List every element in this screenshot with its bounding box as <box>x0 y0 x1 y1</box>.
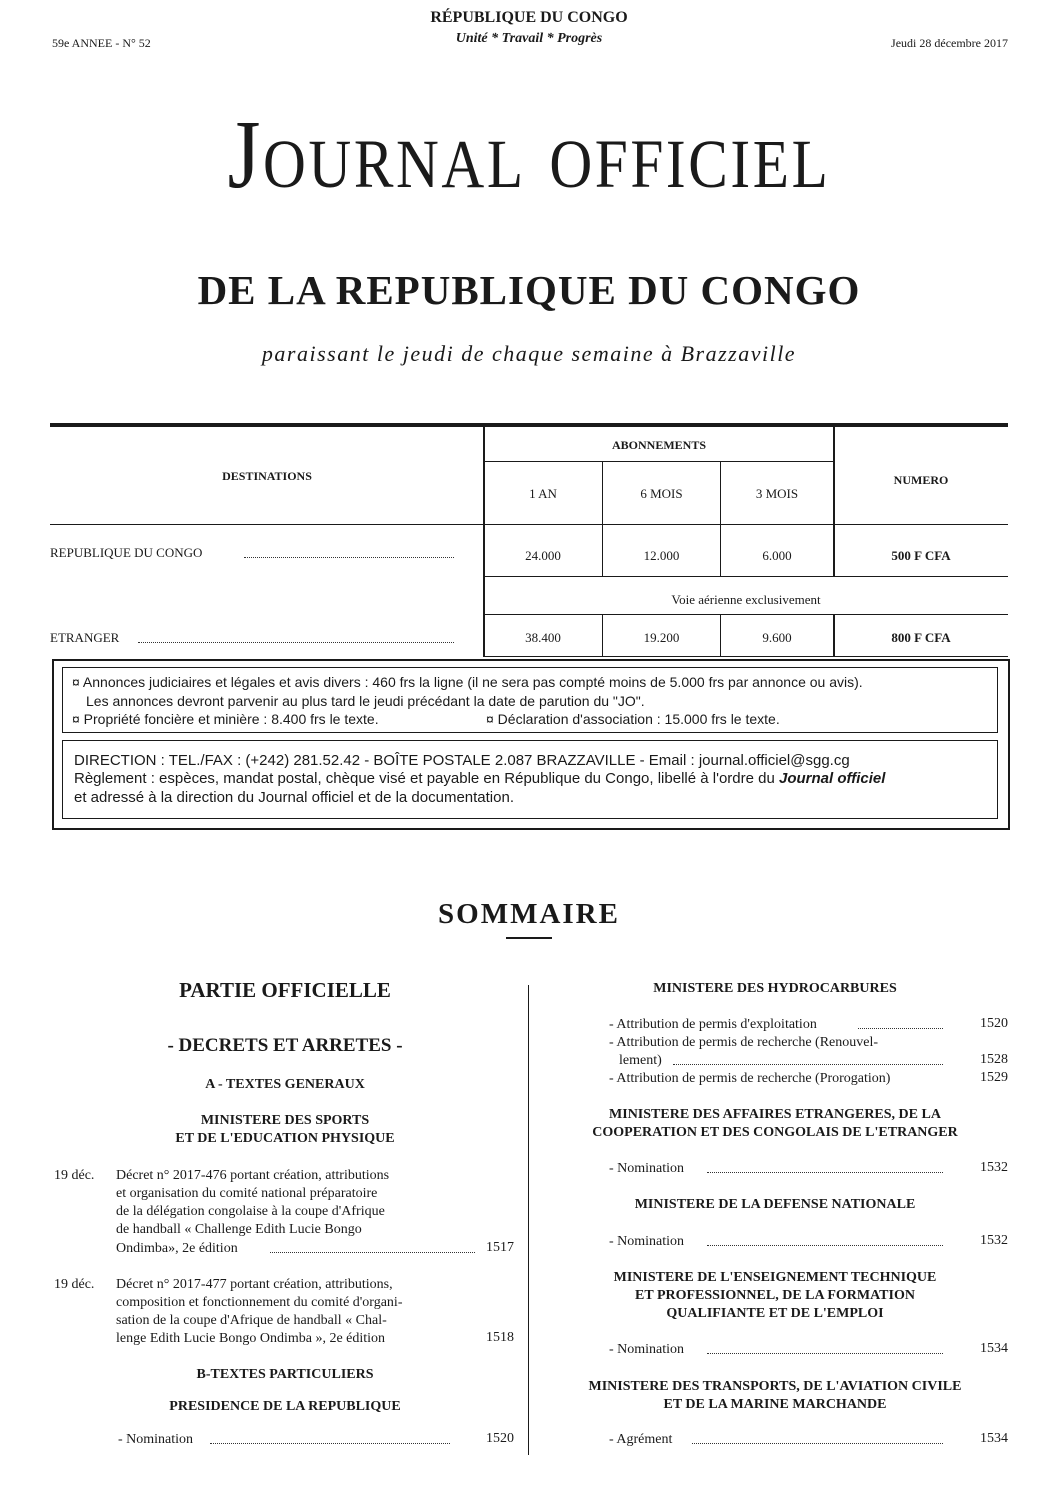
defense-heading: MINISTERE DE LA DEFENSE NATIONALE <box>634 1197 916 1212</box>
price-3mois: 9.600 <box>762 630 792 645</box>
textes-particuliers-heading: B-TEXTES PARTICULIERS <box>196 1367 374 1382</box>
page-number: 1528 <box>980 1052 1008 1067</box>
decree-text-line: lenge Edith Lucie Bongo Ondimba », 2e édition <box>116 1331 386 1346</box>
ministere-sports-heading-2: ET DE L'EDUCATION PHYSIQUE <box>175 1131 395 1146</box>
col-abonnements: ABONNEMENTS <box>611 438 706 452</box>
toc-item-nomination[interactable]: - Nomination <box>118 1432 194 1447</box>
dest-congo: REPUBLIQUE DU CONGO <box>50 545 203 560</box>
page-number: 1529 <box>980 1070 1008 1085</box>
leader-dots <box>138 642 454 643</box>
abonnements-rule <box>484 461 834 462</box>
notice-annonces: ¤ Annonces judiciaires et légales et avis divers : 460 frs la ligne (il ne sera pas compté moins de 5.000 frs par annonce ou avis). <box>72 674 863 690</box>
journal-officiel-name: Journal officiel <box>779 770 886 787</box>
leader-dots <box>707 1172 943 1173</box>
price-1an: 38.400 <box>525 630 561 645</box>
price-3mois: 6.000 <box>762 548 792 563</box>
textes-generaux-heading: A - TEXTES GENERAUX <box>205 1077 365 1092</box>
contact-address: et adressé à la direction du Journal officiel et de la documentation. <box>74 789 514 806</box>
notice-propriete: ¤ Propriété foncière et minière : 8.400 frs le texte. <box>72 711 379 727</box>
price-6mois: 12.000 <box>643 548 680 563</box>
reglement-text: Règlement : espèces, mandat postal, chèque visé et payable en République du Congo, libellé à l'ordre du <box>74 770 779 787</box>
decree-text-line: Ondimba», 2e édition <box>116 1241 238 1256</box>
affaires-etrangeres-heading-2: COOPERATION ET DES CONGOLAIS DE L'ETRANGER <box>592 1125 958 1140</box>
leader-dots <box>673 1064 943 1065</box>
decree-text-line: Décret n° 2017-476 portant création, attributions <box>116 1168 390 1183</box>
col-numero: NUMERO <box>893 473 949 487</box>
page-number: 1517 <box>486 1240 514 1255</box>
decree-text-line: et organisation du comité national préparatoire <box>116 1186 378 1201</box>
journal-tagline: paraissant le jeudi de chaque semaine à Brazzaville <box>261 341 797 366</box>
journal-title: Journal officiel <box>227 101 831 209</box>
decrets-heading: - DECRETS ET ARRETES - <box>167 1035 403 1056</box>
toc-item-nomination[interactable]: - Nomination <box>609 1161 685 1176</box>
ministere-sports-heading: MINISTERE DES SPORTS <box>200 1113 370 1128</box>
contact-direction: DIRECTION : TEL./FAX : (+242) 281.52.42 - BOÎTE POSTALE 2.087 BRAZZAVILLE - Email : journal.officiel@sgg.cg <box>74 752 850 769</box>
leader-dots <box>270 1252 475 1253</box>
decree-text-line: sation de la coupe d'Afrique de handball « Chal- <box>116 1313 387 1328</box>
page-number: 1534 <box>980 1431 1008 1446</box>
leader-dots <box>707 1353 943 1354</box>
contact-reglement <box>74 770 885 787</box>
col-6mois: 6 MOIS <box>640 486 683 501</box>
toc-item-exploitation[interactable]: - Attribution de permis d'exploitation <box>609 1017 817 1032</box>
toc-item-renouvellement[interactable]: - Attribution de permis de recherche (Renouvel- <box>609 1035 879 1050</box>
decree-text-line: Décret n° 2017-477 portant création, attributions, <box>116 1277 393 1292</box>
col-destinations: DESTINATIONS <box>222 469 312 483</box>
toc-item-renouvellement-cont: lement) <box>619 1053 662 1068</box>
enseignement-heading-3: QUALIFIANTE ET DE L'EMPLOI <box>666 1306 884 1321</box>
sommaire-underline <box>506 937 552 939</box>
decree-date: 19 déc. <box>54 1168 95 1183</box>
price-1an: 24.000 <box>525 548 561 563</box>
notice-association: ¤ Déclaration d'association : 15.000 frs le texte. <box>486 711 780 727</box>
transports-heading: MINISTERE DES TRANSPORTS, DE L'AVIATION CIVILE <box>588 1379 962 1394</box>
partie-officielle-heading: PARTIE OFFICIELLE <box>179 978 391 1002</box>
page-number: 1520 <box>980 1016 1008 1031</box>
price-6mois: 19.200 <box>643 630 680 645</box>
edition-number: 59e ANNEE - N° 52 <box>52 36 151 50</box>
sommaire-title: SOMMAIRE <box>438 898 620 930</box>
leader-dots <box>244 557 454 558</box>
issue-date: Jeudi 28 décembre 2017 <box>891 36 1008 50</box>
air-rule <box>484 614 1008 615</box>
col-3mois: 3 MOIS <box>755 486 799 501</box>
decree-text-line: de handball « Challenge Edith Lucie Bongo <box>116 1222 362 1237</box>
leader-dots <box>707 1245 943 1246</box>
decree-text-line: composition et fonctionnement du comité d'organi- <box>116 1295 403 1310</box>
price-numero: 500 F CFA <box>891 548 951 563</box>
table-top-rule <box>50 423 1008 427</box>
transports-heading-2: ET DE LA MARINE MARCHANDE <box>663 1397 887 1412</box>
page-number: 1532 <box>980 1233 1008 1248</box>
decree-date: 19 déc. <box>54 1277 95 1292</box>
col-1an: 1 AN <box>529 486 557 501</box>
notice-deadline: Les annonces devront parvenir au plus tard le jeudi précédant la date de parution du "JO". <box>86 693 645 709</box>
hydrocarbures-heading: MINISTERE DES HYDROCARBURES <box>653 981 897 996</box>
page-number: 1518 <box>486 1330 514 1345</box>
leader-dots <box>210 1443 450 1444</box>
row1-rule <box>484 576 1008 577</box>
enseignement-heading-2: ET PROFESSIONNEL, DE LA FORMATION <box>635 1288 915 1303</box>
page-number: 1534 <box>980 1341 1008 1356</box>
table-vline <box>483 427 485 657</box>
journal-subtitle: DE LA REPUBLIQUE DU CONGO <box>197 267 861 313</box>
toc-item-nomination[interactable]: - Nomination <box>609 1234 685 1249</box>
air-note: Voie aérienne exclusivement <box>671 592 821 607</box>
price-numero: 800 F CFA <box>891 630 951 645</box>
enseignement-heading: MINISTERE DE L'ENSEIGNEMENT TECHNIQUE <box>613 1270 937 1285</box>
presidence-heading: PRESIDENCE DE LA REPUBLIQUE <box>169 1399 401 1414</box>
republic-heading: RÉPUBLIQUE DU CONGO <box>430 9 628 26</box>
decree-text-line: de la délégation congolaise à la coupe d'Afrique <box>116 1204 385 1219</box>
page-number: 1520 <box>486 1431 514 1446</box>
page-number: 1532 <box>980 1160 1008 1175</box>
table-header-rule <box>50 524 1008 525</box>
toc-item-nomination[interactable]: - Nomination <box>609 1342 685 1357</box>
national-motto: Unité * Travail * Progrès <box>455 31 603 46</box>
leader-dots <box>858 1028 943 1029</box>
affaires-etrangeres-heading: MINISTERE DES AFFAIRES ETRANGERES, DE LA <box>609 1107 941 1122</box>
column-divider <box>528 985 529 1455</box>
row2-rule <box>484 656 1008 657</box>
toc-item-prorogation[interactable]: - Attribution de permis de recherche (Prorogation) <box>609 1071 891 1086</box>
dest-etranger: ETRANGER <box>50 630 120 645</box>
leader-dots <box>692 1443 943 1444</box>
toc-item-agrement[interactable]: - Agrément <box>609 1432 673 1447</box>
